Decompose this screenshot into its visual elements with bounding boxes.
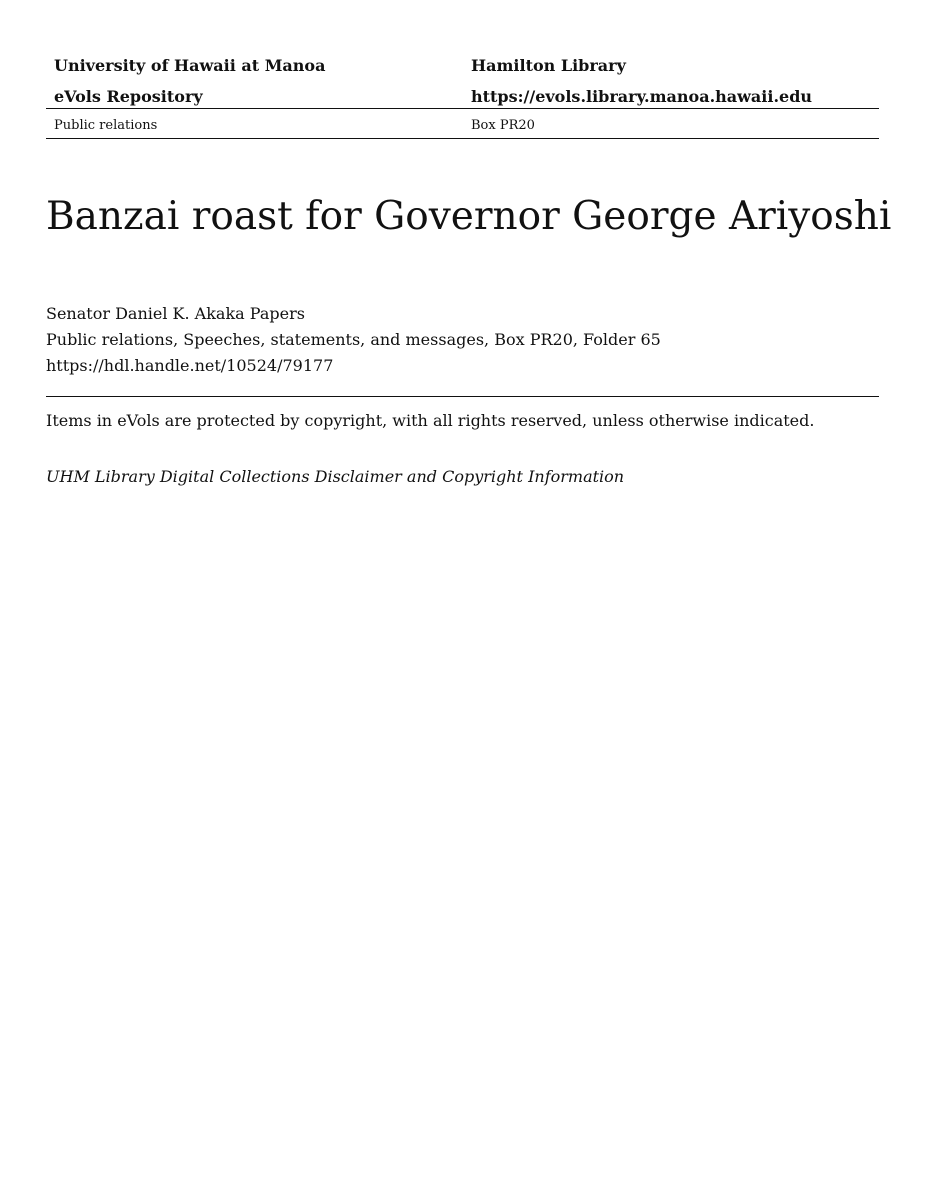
header-table: [46, 50, 879, 112]
header-divider-bottom: [46, 138, 879, 139]
header-sub-row: [46, 111, 879, 139]
header-row-1: [46, 50, 879, 81]
series-label: Public relations: [54, 118, 158, 133]
copyright-notice: Items in eVols are protected by copyright, with all rights reserved, unless otherwise indicated.: [46, 411, 815, 430]
repository-name: eVols Repository: [54, 87, 203, 106]
header-divider-top: [46, 108, 879, 109]
library-name: Hamilton Library: [471, 56, 626, 75]
folder-location: Public relations, Speeches, statements, and messages, Box PR20, Folder 65: [46, 330, 661, 349]
handle-link[interactable]: https://hdl.handle.net/10524/79177: [46, 356, 334, 375]
institution-name: University of Hawaii at Manoa: [54, 56, 326, 75]
repository-url-link[interactable]: https://evols.library.manoa.hawaii.edu: [471, 87, 813, 106]
disclaimer-link[interactable]: UHM Library Digital Collections Disclaimer and Copyright Information: [46, 467, 625, 486]
document-metadata: [46, 301, 661, 379]
collection-name: Senator Daniel K. Akaka Papers: [46, 304, 305, 323]
content-divider: [46, 396, 879, 397]
box-label: Box PR20: [471, 118, 535, 133]
document-title: Banzai roast for Governor George Ariyoshi: [46, 194, 892, 239]
